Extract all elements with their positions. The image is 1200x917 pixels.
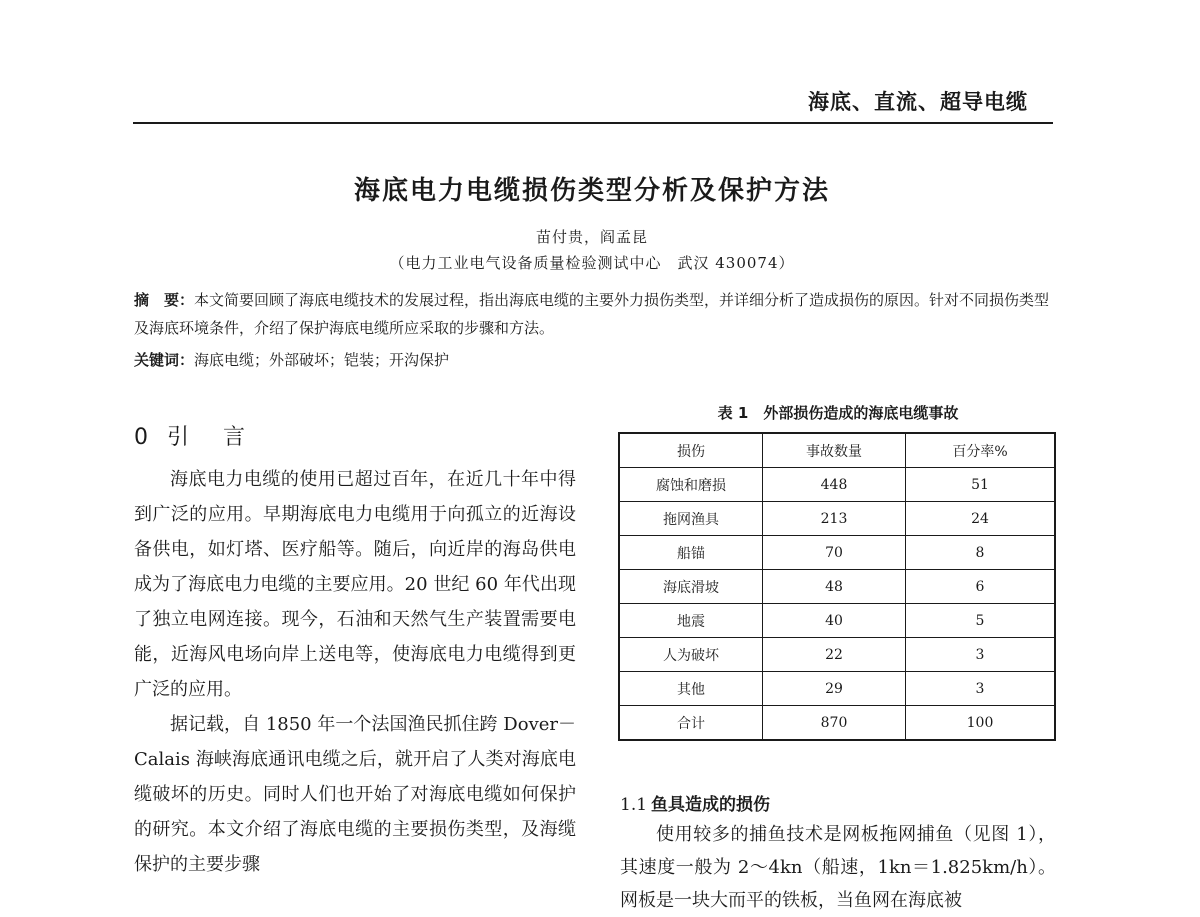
subsection-title: 鱼具造成的损伤 xyxy=(651,795,771,815)
table-cell: 地震 xyxy=(619,604,763,638)
table-cell: 100 xyxy=(906,706,1056,741)
table-cell: 其他 xyxy=(619,672,763,706)
paper-title: 海底电力电缆损伤类型分析及保护方法 xyxy=(353,176,830,206)
table-cell: 24 xyxy=(906,502,1056,536)
introduction-body xyxy=(134,462,576,882)
table-row xyxy=(619,468,1055,502)
table-cell: 船锚 xyxy=(619,536,763,570)
table-cell: 3 xyxy=(906,672,1056,706)
table-row xyxy=(619,672,1055,706)
table-cell: 51 xyxy=(906,468,1056,502)
table-cell: 6 xyxy=(906,570,1056,604)
damage-statistics-table xyxy=(618,432,1056,741)
table-cell: 70 xyxy=(763,536,906,570)
section-heading-introduction: 0 引 言 xyxy=(134,425,251,450)
keywords-text: 海底电缆；外部破坏；铠装；开沟保护 xyxy=(194,351,450,369)
fishing-damage-body xyxy=(620,818,1056,917)
table-header-cell: 损伤 xyxy=(619,433,763,468)
subsection-number: 1.1 xyxy=(620,795,648,815)
table-total-row xyxy=(619,706,1055,741)
table-cell: 5 xyxy=(906,604,1056,638)
abstract-text: 本文简要回顾了海底电缆技术的发展过程，指出海底电缆的主要外力损伤类型，并详细分析了造成损伤的原因。针对不同损伤类型及海底环境条件，介绍了保护海底电缆所应采取的步骤和方法。 xyxy=(134,291,1050,337)
table-cell: 人为破坏 xyxy=(619,638,763,672)
table-row xyxy=(619,638,1055,672)
paragraph: 据记载，自 1850 年一个法国渔民抓住跨 Dover－Calais 海峡海底通讯电缆之后，就开启了人类对海底电缆破坏的历史。同时人们也开始了对海底电缆如何保护的研究。本文介绍了海底电缆的主要损伤类型，及海缆保护的主要步骤 xyxy=(134,714,576,875)
table-header-row xyxy=(619,433,1055,468)
table-header-cell: 事故数量 xyxy=(763,433,906,468)
table-cell: 合计 xyxy=(619,706,763,741)
table-cell: 40 xyxy=(763,604,906,638)
table-cell: 拖网渔具 xyxy=(619,502,763,536)
table-row xyxy=(619,536,1055,570)
affiliation: （电力工业电气设备质量检验测试中心 武汉 430074） xyxy=(389,254,795,272)
table-cell: 22 xyxy=(763,638,906,672)
table-cell: 213 xyxy=(763,502,906,536)
table-cell: 48 xyxy=(763,570,906,604)
table-row xyxy=(619,604,1055,638)
header-rule xyxy=(133,122,1053,124)
keywords-label: 关键词： xyxy=(134,351,195,369)
table-cell: 腐蚀和磨损 xyxy=(619,468,763,502)
journal-section-label: 海底、直流、超导电缆 xyxy=(808,89,1028,114)
table-row xyxy=(619,502,1055,536)
abstract-label: 摘 要： xyxy=(134,291,195,309)
table-cell: 870 xyxy=(763,706,906,741)
table-caption: 表 1 外部损伤造成的海底电缆事故 xyxy=(717,404,959,422)
table-cell: 448 xyxy=(763,468,906,502)
abstract xyxy=(134,286,1056,342)
paragraph: 海底电力电缆的使用已超过百年，在近几十年中得到广泛的应用。早期海底电力电缆用于向孤立的近海设备供电，如灯塔、医疗船等。随后，向近岸的海岛供电成为了海底电力电缆的主要应用。20 世纪 60 年代出现了独立电网连接。现今，石油和天然气生产装置需要电能，近海风电场向岸上送电等，使海底电力电缆得到更广泛的应用。 xyxy=(134,469,576,700)
table-cell: 8 xyxy=(906,536,1056,570)
authors: 苗付贵，阎孟昆 xyxy=(535,228,648,246)
keywords xyxy=(134,346,1056,374)
table-cell: 海底滑坡 xyxy=(619,570,763,604)
paragraph: 使用较多的捕鱼技术是网板拖网捕鱼（见图 1），其速度一般为 2～4kn（船速，1kn＝1.825km/h）。网板是一块大而平的铁板，当鱼网在海底被 xyxy=(620,824,1056,911)
table-row xyxy=(619,570,1055,604)
table-cell: 3 xyxy=(906,638,1056,672)
subsection-heading-fishing-damage xyxy=(620,790,770,815)
table-cell: 29 xyxy=(763,672,906,706)
table-header-cell: 百分率% xyxy=(906,433,1056,468)
